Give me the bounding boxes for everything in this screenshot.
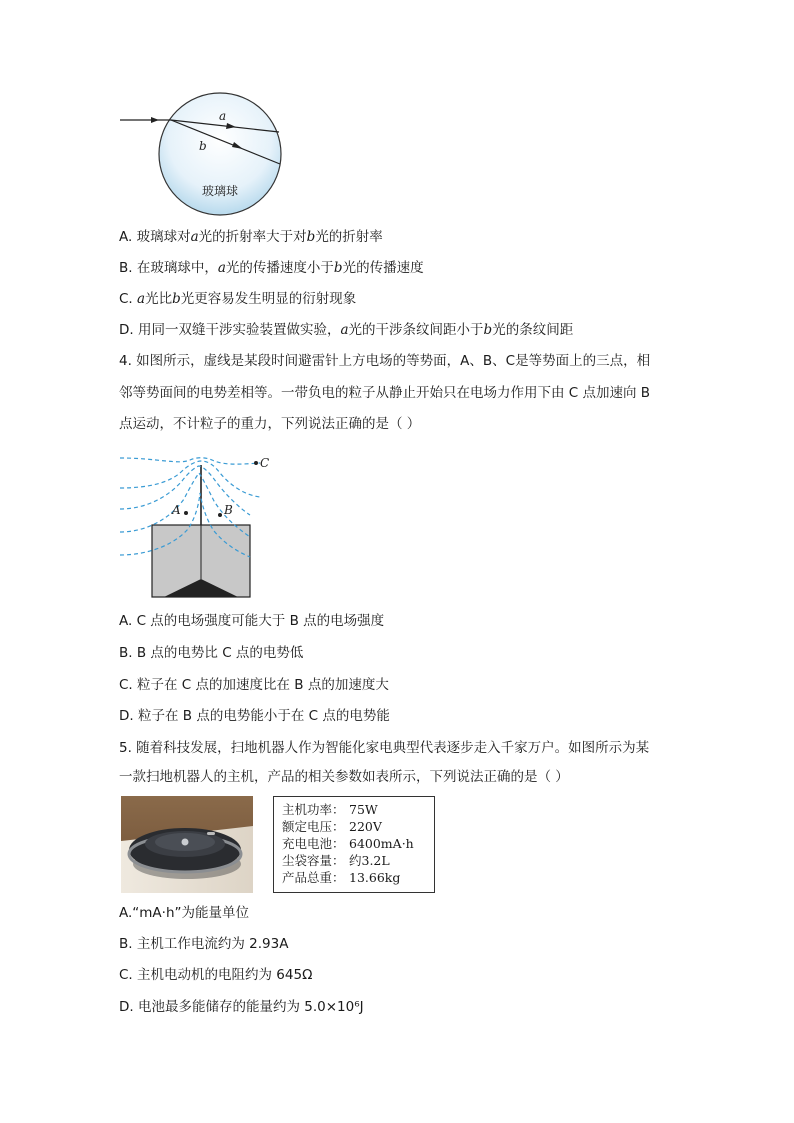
glass-sphere-figure xyxy=(115,92,295,217)
point-b-label: B xyxy=(224,503,233,517)
point-a xyxy=(184,511,188,515)
q4-option-a: A. C 点的电场强度可能大于 B 点的电场强度 xyxy=(119,613,385,629)
q5-option-b: B. 主机工作电流约为 2.93A xyxy=(119,936,289,952)
q5-stem-line-2: 一款扫地机器人的主机，产品的相关参数如表所示，下列说法正确的是（ ） xyxy=(119,769,569,785)
spec-row: 产品总重： 13.66kg xyxy=(282,870,401,885)
lightning-rod-figure xyxy=(118,447,278,599)
q4-option-d: D. 粒子在 B 点的电势能小于在 C 点的电势能 xyxy=(119,708,390,724)
q4-stem-line-3: 点运动，不计粒子的重力，下列说法正确的是（ ） xyxy=(119,416,421,432)
q5-stem-line-1: 5. 随着科技发展，扫地机器人作为智能化家电典型代表逐步走入千家万户。如图所示为某 xyxy=(119,740,650,756)
robot-vacuum-photo xyxy=(121,796,253,893)
q4-option-c: C. 粒子在 C 点的加速度比在 B 点的加速度大 xyxy=(119,677,389,693)
q4-option-b: B. B 点的电势比 C 点的电势低 xyxy=(119,645,304,661)
point-c xyxy=(254,461,258,465)
sphere-label: 玻璃球 xyxy=(202,184,239,198)
q4-stem-line-2: 邻等势面间的电势差相等。一带负电的粒子从静止开始只在电场力作用下由 C 点加速向 B xyxy=(119,385,651,401)
spec-table xyxy=(273,796,435,893)
robot-button xyxy=(182,839,189,846)
spec-row: 充电电池： 6400mA·h xyxy=(282,836,414,851)
spec-row: 尘袋容量： 约3.2L xyxy=(282,853,390,868)
q3-option-a: A. 玻璃球对a光的折射率大于对b光的折射率 xyxy=(119,229,383,245)
spec-row: 额定电压： 220V xyxy=(282,819,382,834)
q5-option-a: A.“mA·h”为能量单位 xyxy=(119,905,250,921)
spec-row: 主机功率： 75W xyxy=(282,802,378,817)
point-a-label: A xyxy=(172,503,181,517)
q3-option-d: D. 用同一双缝干涉实验装置做实验，a光的干涉条纹间距小于b光的条纹间距 xyxy=(119,322,574,338)
q4-stem-line-1: 4. 如图所示，虚线是某段时间避雷针上方电场的等势面，A、B、C是等势面上的三点，相 xyxy=(119,353,651,369)
q3-option-c: C. a光比b光更容易发生明显的衍射现象 xyxy=(119,291,357,307)
q3-option-b: B. 在玻璃球中，a光的传播速度小于b光的传播速度 xyxy=(119,260,424,276)
equipotential-1 xyxy=(120,458,260,464)
equipotential-2 xyxy=(120,461,260,497)
q5-option-c: C. 主机电动机的电阻约为 645Ω xyxy=(119,967,313,983)
point-b xyxy=(218,513,222,517)
ray-b-label: b xyxy=(199,139,207,153)
incident-ray-arrow xyxy=(151,117,159,123)
ray-a-label: a xyxy=(219,109,227,123)
point-c-label: C xyxy=(260,456,270,470)
q5-option-d: D. 电池最多能储存的能量约为 5.0×10⁶J xyxy=(119,999,364,1015)
